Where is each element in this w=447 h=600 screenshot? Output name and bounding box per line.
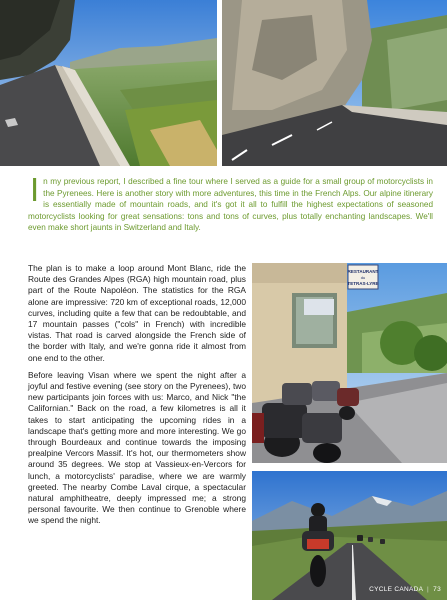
body-paragraph-2: Before leaving Visan where we spent the night after a joyful and festive evening (see story on the Pyrenees), two new participants join forces with us: Marco, and Nick "the Californian." Back on the road, a few kilometres is all it takes to start anticipating the upcoming rides in a landscape that's getting more and more interesting. We go through Bourdeaux and continue towards the imposing prealpine Vercors Massif. It's hot, our thermometers show around 35 degrees. We stop at Vassieux-en-Vercors for lunch, a motorcyclists' paradise, where we are warmly greeted. The nearby Combe Laval cirque, a spectacular natural amphitheatre, deeply impressed me; a strong personal favourite. We then continue to Grenoble where we spend the night. (28, 369, 246, 526)
restaurant-sign-line3: TETRAS-LYRE (347, 281, 379, 286)
page-footer (369, 586, 441, 593)
drop-cap: I (30, 171, 40, 208)
publication-name: CYCLE CANADA (369, 586, 423, 593)
footer-separator: | (427, 586, 430, 593)
photo-cliff-road-left (0, 0, 217, 166)
intro-text: n my previous report, I described a fine tour where I served as a guide for a small group of motorcyclists in the Pyrenees. Here is another story with more adventures, this time in the French Alps. Our alpine itinerary is essentially made of mountain roads, and it's got it all to fulfill the highest expectations of seasoned motorcyclists looking for great sensations: tons and tons of curves, plus totally enchanting landscapes. We'll even make short jaunts in Switzerland and Italy. (28, 177, 433, 233)
article-body-column (28, 263, 246, 533)
body-paragraph-1: The plan is to make a loop around Mont Blanc, ride the Route des Grandes Alpes (RGA) high mountain road, plus part of the Route Napoléon. The statistics for the RGA alone are impressive: 720 km of exceptional roads, 12,000 curves, including quite a few that can be redoubtable, and 17 mountain passes ("cols" in French) with incredible vistas. That road is carved alongside the French side of the border with Italy, and we're gonna ride it almost from one end to the other. (28, 263, 246, 363)
photo-motorcycles-restaurant (252, 263, 447, 463)
intro-paragraph (28, 171, 433, 234)
page-number: 73 (433, 586, 441, 593)
restaurant-sign-line2: du (360, 275, 366, 280)
photo-rock-road-right (222, 0, 447, 166)
restaurant-sign-line1: RESTAURANT (347, 269, 379, 274)
photo-rider-alpine-road (252, 471, 447, 600)
